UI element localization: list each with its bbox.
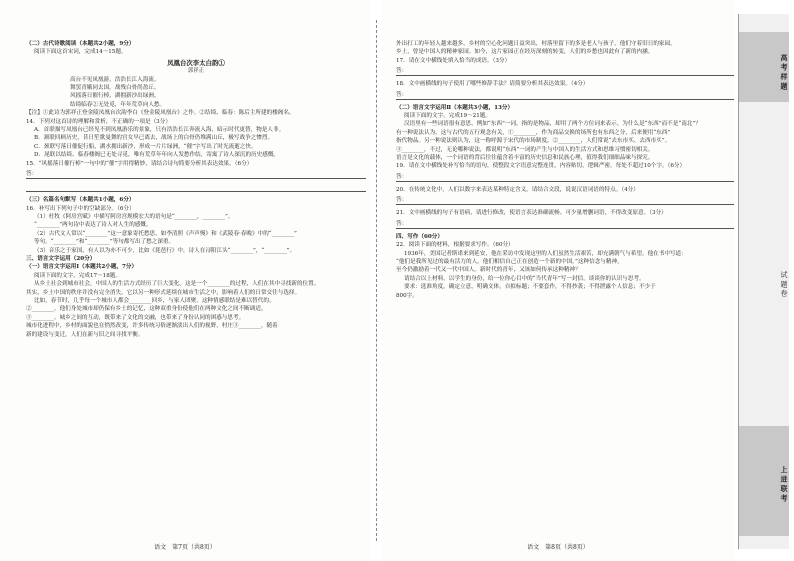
answer-line bbox=[396, 220, 734, 229]
text-line: 要求：选准角度，确定立意，明确文体，自拟标题；不要套作，不得抄袭；不得泄露个人信息；不少于 bbox=[404, 284, 656, 291]
text-line: 从乡土社会到城市社会，中国人的生活方式经历了巨大变化。这是一个________的过程，人们在其中寻找新的位置。 bbox=[34, 281, 320, 288]
exam-page-7 bbox=[0, 0, 370, 561]
text-line: “他们是我所见过的最有活力的人，他们相信自己正在创造一个新的中国。”这种信念与精神， bbox=[396, 258, 623, 265]
text-line: 城市化进程中，乡村的面貌也在悄然改变，许多传统习俗逐渐淡出人们的视野，村庄③________，随着 bbox=[26, 323, 278, 330]
section-heading: （二）古代诗歌阅读（本题共2小题，9分） bbox=[26, 41, 135, 47]
page-footer-8: 语文 第8页（共8页） bbox=[527, 544, 589, 551]
text-line: 16．补写出下列句子中的空缺部分。（6分） bbox=[26, 205, 135, 212]
exam-page-8 bbox=[382, 0, 734, 561]
left-page-content bbox=[26, 40, 366, 339]
answer-label: 答： bbox=[396, 173, 408, 180]
right-page-content bbox=[396, 40, 734, 300]
answer-label: 答： bbox=[396, 91, 408, 98]
text-line: 等句。“________”和“________”等句都写出了愁之深重。 bbox=[34, 239, 175, 246]
text-line: （3）音乐之于家国，有人以为亦不可少，比如《琵琶行》中，诗人在浔阳江头“________”，“________”。 bbox=[34, 247, 296, 254]
strip-label-bottom: 上 进 联 考 bbox=[780, 466, 789, 502]
text-line: 语言是文化的载体，一个词语的背后往往蕴含着丰富的历史信息和民族心理，值得我们细细品味与探究。 bbox=[396, 155, 654, 162]
text-line: 有一种说法认为，这与古代的五行观念有关，①________，作为商品交换的场所也有东西之分，后来便用“东西” bbox=[396, 129, 671, 136]
text-line: 1936年，美国记者斯诺来到延安，他在采访中发现这里的人们虽然生活艰苦，却充满朝气与希望。他在书中写道： bbox=[404, 250, 687, 257]
text-line: 新的建设与变迁，人们在新与旧之间寻找平衡。 bbox=[26, 331, 144, 338]
section-heading: 三、语言文字运用（20分） bbox=[26, 255, 96, 262]
poem-title: 凤凰台次李太白韵① bbox=[167, 58, 225, 67]
text-line: 乡土，曾是中国人的精神家园。如今，这片家园正在经历深刻的转变，人们的乡愁也因此有了新的内涵。 bbox=[396, 49, 654, 56]
text-line: 阅读下面这首宋词，完成14～15题。 bbox=[34, 49, 127, 56]
strip-label-mid: 试 题 卷 bbox=[780, 271, 788, 297]
text-line: 请结合以上材料，以学生的身份，给一位你心目中的“当代青年”写一封信，谈谈你的认识与思考。 bbox=[404, 275, 645, 282]
answer-line bbox=[396, 67, 734, 76]
text-line: 其实，乡土中国的秩序并没有完全消失，它以另一种形式延续在城市生活之中，影响着人们的日常交往与选择。 bbox=[26, 289, 301, 296]
answer-line bbox=[26, 170, 366, 179]
text-line: 比如，春节时，几乎每一个城市人都会________回乡，与家人团聚，这种情感联结是难以替代的。 bbox=[34, 297, 275, 304]
text-line: C．颈联写落日催促行船，湖水拥出新沙，形成一片片绿洲，“催”字写出了时光流逝之快。 bbox=[34, 143, 257, 150]
text-line: A．首联描写凤凰台已经见不到凤凰游乐的景象，只有浩浩长江奔流入海，暗示时代更替，物是人非。 bbox=[34, 127, 285, 134]
text-line: 20．在传统文化中，人们以数字来表达某种特定含义，请结合文段，说说汉语词语的特点。（4分） bbox=[396, 186, 639, 193]
text-line: ③________，不过，无论哪种说法，都说明“东西”一词的产生与中国人的生活方式和思维习惯密切相关。 bbox=[396, 146, 654, 153]
text-line: 外出打工的年轻人越来越多，乡村的空心化问题日益突出，村落里留下的多是老人与孩子，他们守着旧日的家园。 bbox=[396, 41, 676, 47]
page-divider bbox=[376, 20, 377, 541]
page-footer-7: 语文 第7页（共8页） bbox=[154, 544, 216, 551]
text-line: （2）古代文人常以“________”这一意象寄托愁思，如李清照《声声慢》和《武陵春·春晚》中的“________” bbox=[34, 230, 297, 237]
text-line: （1）杜牧《阿房宫赋》中描写阿房宫规模宏大的语句是“________，________”。 bbox=[34, 213, 234, 220]
poem-author: 郭祥正 bbox=[187, 68, 205, 75]
text-line: 19．请在文中横线处补写恰当的语句，使整段文字语意完整连贯，内容贴切，逻辑严密，每处不超过10个字。（6分） bbox=[396, 163, 686, 170]
poem-line: 风摇落日催行棹，湖拥新沙出绿洲。 bbox=[70, 93, 160, 100]
section-heading: （一）语言文字运用Ⅰ（本题共2小题，7分） bbox=[26, 264, 138, 271]
text-line: 【注】①此诗为郭祥正登金陵凤凰台次韵李白《登金陵凤凰台》之作。②结绮、临春：陈后主所建的楼阁名。 bbox=[26, 110, 295, 117]
text-line: 800字。 bbox=[396, 292, 418, 299]
poem-line: 舞罢青娥同去国，战残白骨尚盈丘。 bbox=[70, 85, 160, 92]
text-line: “________”两句诗中表达了诗人对人生的感慨。 bbox=[34, 222, 152, 229]
side-label-strip bbox=[738, 14, 789, 549]
answer-label: 答： bbox=[26, 171, 38, 178]
answer-line bbox=[396, 91, 734, 100]
text-line: 阅读下面的文字，完成19～21题。 bbox=[404, 113, 491, 120]
text-line: 14．下列对这首诗的理解和赏析，不正确的一项是（3分） bbox=[26, 118, 171, 125]
poem-line: 高台不见凤凰游，浩浩长江入海流。 bbox=[70, 76, 160, 83]
answer-line bbox=[26, 183, 366, 192]
text-line: 17．请在文中横线处填入恰当的成语。（3分） bbox=[396, 57, 511, 64]
answer-line bbox=[396, 196, 734, 205]
text-line: 汉语里有一些词语很有意思，例如“东西”一词，指的是物品，却用了两个方位词来表示。为什么是“东西”而不是“南北”？ bbox=[404, 121, 701, 128]
poem-line: 结绮临春②无处觅，年年荒草向人愁。 bbox=[70, 101, 166, 108]
text-line: 至今仍激励着一代又一代中国人。新时代的青年，又该如何传承这种精神？ bbox=[396, 267, 581, 274]
text-line: ③________。城乡之间的互动，既带来了文化的交融，也带来了身份认同的困惑与思考。 bbox=[26, 314, 245, 321]
answer-line bbox=[396, 173, 734, 182]
text-line: D．尾联以结绮、临春楼阁已无处寻觅，唯有荒草年年向人发愁作结，寄寓了诗人深沉的历史感慨。 bbox=[34, 152, 280, 159]
section-heading: （三）名篇名句默写（本题共1小题，6分） bbox=[26, 197, 135, 204]
answer-label: 答： bbox=[396, 220, 408, 227]
text-line: 指代物品。另一种说法则认为，这一称呼源于宋代的市场制度，②________，人们常说“去东市买、去西市买”。 bbox=[396, 138, 671, 145]
text-line: B．颔联回顾历史，昔日笙歌曼舞的宫女早已离去，战场上的白骨仍堆满山丘，极写战争之惨烈。 bbox=[34, 135, 274, 142]
text-line: ②________，他们身处城市却仍保有乡土的记忆，这种双重身份使他们在两种文化之间不断调适， bbox=[26, 306, 267, 313]
section-heading: 四、写作（60分） bbox=[396, 233, 443, 240]
section-heading: （二）语言文字运用Ⅱ（本题共3小题，13分） bbox=[396, 104, 514, 111]
answer-label: 答： bbox=[396, 197, 408, 204]
strip-label-top: 高 考 样 题 bbox=[780, 54, 789, 90]
text-line: 阅读下面的文字，完成17～18题。 bbox=[34, 272, 121, 279]
answer-label: 答： bbox=[396, 68, 408, 75]
text-line: 15．“风摇落日催行棹”一句中的“催”字用得精妙，请结合诗句简要分析其表达效果。（6分） bbox=[26, 160, 253, 167]
text-line: 22．阅读下面的材料，根据要求写作。（60分） bbox=[396, 242, 514, 249]
text-line: 21．文中画横线的句子有语病，请进行修改，使语言表达准确流畅。可少量增删词语，不得改变原意。（3分） bbox=[396, 210, 667, 217]
text-line: 18．文中画横线的句子使用了哪些修辞手法？请简要分析其表达效果。（4分） bbox=[396, 81, 589, 88]
